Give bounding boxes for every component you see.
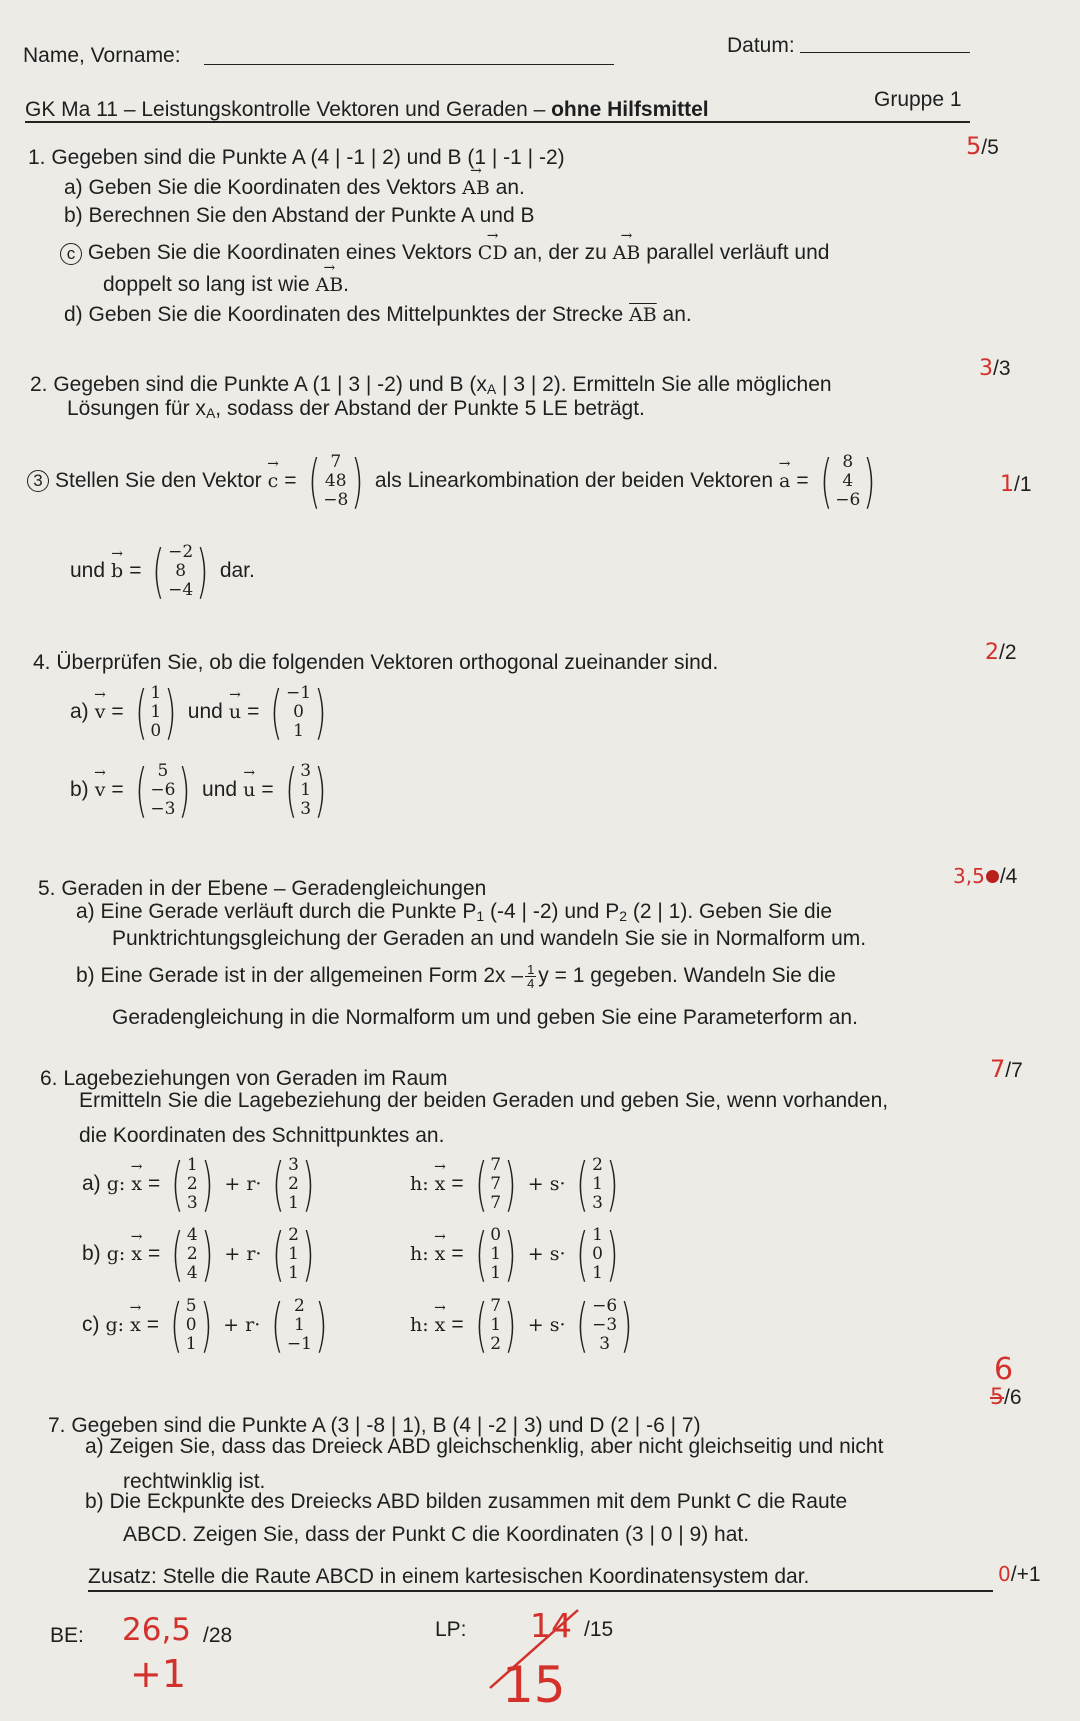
vector-entry: 2: [288, 1173, 299, 1194]
q6-row-label: b): [82, 1242, 101, 1265]
g-support-vector: ( 4 2 4 ): [171, 1220, 214, 1288]
vector-entry: 1: [185, 1333, 197, 1354]
vector-entry: 4: [186, 1262, 198, 1283]
vector-entry: 1: [592, 1224, 603, 1245]
plus-r: + r·: [223, 1314, 261, 1336]
date-underline: [800, 52, 970, 53]
var-x: → x: [435, 1314, 446, 1336]
h-direction-vector: ( −6 −3 3 ): [576, 1291, 633, 1359]
q7-score: 6 5/6: [990, 1352, 1022, 1410]
vector-entry: 0: [185, 1314, 197, 1335]
vector-entry: 7: [490, 1154, 502, 1175]
line-name-g: g:: [106, 1243, 126, 1265]
vector-entry: 1: [490, 1314, 502, 1335]
h-support-vector: ( 7 1 2 ): [474, 1291, 517, 1359]
q7a-line2: rechtwinklig ist.: [123, 1470, 266, 1493]
equals: =: [451, 1172, 464, 1195]
var-x: → x: [131, 1243, 142, 1265]
line-name-h: h:: [410, 1243, 429, 1265]
vector-entry: −1: [286, 1333, 312, 1354]
h-direction-vector: ( 1 0 1 ): [576, 1220, 619, 1288]
vector-entry: 1: [592, 1173, 603, 1194]
q6-row-g-0: [82, 1150, 320, 1218]
vector-entry: 2: [592, 1154, 603, 1175]
vector-entry: 3: [288, 1154, 299, 1175]
q6-row-h-1: [410, 1220, 624, 1288]
zusatz-text: Zusatz: Stelle die Raute ABCD in einem kartesischen Koordinatensystem dar.: [88, 1565, 810, 1588]
q4-score: 2/2: [985, 640, 1017, 665]
vector-entry: 0: [490, 1224, 502, 1245]
plus-s: + s·: [527, 1314, 566, 1336]
date-label: Datum:: [727, 34, 795, 57]
q6-line2: Ermitteln Sie die Lagebeziehung der beiden Geraden und geben Sie, wenn vorhanden,: [79, 1089, 889, 1112]
vector-entry: 1: [294, 1314, 305, 1335]
vector-b: ( −2 8 −4 ): [152, 537, 209, 605]
vector-entry: 2: [288, 1224, 299, 1245]
vector-entry: 7: [490, 1295, 502, 1316]
q7b-line1: b) Die Eckpunkte des Dreiecks ABD bilden zusammen mit dem Punkt C die Raute: [85, 1490, 848, 1513]
q1b: b) Berechnen Sie den Abstand der Punkte A und B: [64, 204, 535, 227]
vector-entry: 7: [490, 1192, 502, 1213]
q2-line1: 2. Gegeben sind die Punkte A (1 | 3 | -2) und B ($x_A$ | 3 | 2). Ermitteln Sie alle möglichen: [30, 373, 832, 397]
vector-entry: 2: [490, 1333, 502, 1354]
g-direction-vector: ( 2 1 1 ): [272, 1220, 315, 1288]
lp-points: 14: [530, 1606, 572, 1645]
vector-entry: −3: [592, 1314, 618, 1335]
vector-entry: 1: [288, 1243, 299, 1264]
lp-final: 15: [502, 1656, 566, 1714]
q1c-cont: doppelt so lang ist wie → AB.: [103, 273, 349, 297]
vector-entry: 1: [592, 1262, 603, 1283]
q2-line2: Lösungen für $x_A$, sodass der Abstand der Punkte 5 LE beträgt.: [67, 397, 645, 421]
var-x: → x: [435, 1173, 446, 1195]
equals: =: [146, 1313, 160, 1336]
q3-score: 1/1: [1000, 472, 1032, 497]
q6-row-h-2: [410, 1291, 638, 1359]
g-support-vector: ( 5 0 1 ): [170, 1291, 213, 1359]
q5b-line1: b) Eine Gerade ist in der allgemeinen Form 2x – $\frac{1}{4}$ y = 1 gegeben. Wandeln Sie die: [76, 962, 836, 991]
lp-max: /15: [584, 1618, 614, 1641]
be-points: 26,5: [122, 1612, 192, 1648]
q4b: b) → v = ( 5 −6 −3 ) und → u = ( 3 1 3 ): [70, 761, 332, 819]
equals: =: [451, 1313, 464, 1336]
q1-intro: 1. Gegeben sind die Punkte A (4 | -1 | 2) und B (1 | -1 | -2): [28, 146, 565, 169]
q7a-line1: a) Zeigen Sie, dass das Dreieck ABD gleichschenklig, aber nicht gleichseitig und nicht: [85, 1435, 884, 1458]
plus-s: + s·: [527, 1243, 566, 1265]
vector-entry: 2: [186, 1173, 198, 1194]
zusatz-score: 0/+1: [998, 1562, 1041, 1586]
q3-line2: und → b = ( −2 8 −4 ) dar.: [70, 542, 255, 600]
q6-row-label: a): [82, 1172, 101, 1195]
vector-entry: 3: [592, 1192, 603, 1213]
g-support-vector: ( 1 2 3 ): [171, 1150, 214, 1218]
q1c: c Geben Sie die Koordinaten eines Vektors → CD an, der zu → AB parallel verläuft und: [60, 241, 829, 265]
q5a-line2: Punktrichtungsgleichung der Geraden an und wandeln Sie sie in Normalform um.: [112, 927, 867, 950]
vector-entry: 1: [186, 1154, 198, 1175]
q6-row-h-0: [410, 1150, 624, 1218]
vector-entry: 1: [288, 1192, 299, 1213]
q6-intro: 6. Lagebeziehungen von Geraden im Raum: [40, 1067, 448, 1090]
be-max: /28: [203, 1624, 233, 1647]
lp-label: LP:: [435, 1618, 467, 1641]
name-underline: [204, 64, 614, 65]
q6-row-label: c): [82, 1313, 100, 1336]
q1d: d) Geben Sie die Koordinaten des Mittelpunktes der Strecke $\overline{AB}$ an.: [64, 303, 692, 326]
q6-row-g-1: [82, 1220, 320, 1288]
q5-score: 3,5 /4: [953, 864, 1018, 888]
q1-score: 5/5: [966, 132, 999, 160]
equals: =: [451, 1242, 464, 1265]
g-direction-vector: ( 3 2 1 ): [272, 1150, 315, 1218]
ink-blot: [986, 870, 999, 883]
q5b-line2: Geradengleichung in die Normalform um und geben Sie eine Parameterform an.: [112, 1006, 858, 1029]
q2-score: 3/3: [979, 356, 1011, 381]
vector-entry: 3: [186, 1192, 198, 1213]
vector-a: ( 8 4 −6 ): [819, 447, 876, 515]
q3-line1: 3 Stellen Sie den Vektor → c = ( 7 48 −8 ) als Linearkombination der beiden Vektoren → a = ( 8 4 −6 ): [27, 452, 881, 510]
name-label: Name, Vorname:: [23, 44, 181, 67]
q6-row-g-2: [82, 1291, 333, 1359]
zusatz-underline: [88, 1590, 993, 1592]
vector-entry: 1: [490, 1243, 502, 1264]
var-x: → x: [131, 1173, 142, 1195]
h-support-vector: ( 0 1 1 ): [474, 1220, 517, 1288]
vector-entry: 3: [599, 1333, 611, 1354]
q5a-line1: a) Eine Gerade verläuft durch die Punkte $P_1$ (-4 | -2) und $P_2$ (2 | 1). Geben Sie die: [76, 900, 833, 924]
be-extra: +1: [130, 1652, 187, 1696]
equals: =: [147, 1172, 161, 1195]
plus-s: + s·: [527, 1173, 566, 1195]
line-name-h: h:: [410, 1173, 429, 1195]
h-support-vector: ( 7 7 7 ): [474, 1150, 517, 1218]
vector-entry: 2: [294, 1295, 305, 1316]
vector-entry: 1: [490, 1262, 502, 1283]
be-label: BE:: [50, 1624, 84, 1647]
q4-intro: 4. Überprüfen Sie, ob die folgenden Vektoren orthogonal zueinander sind.: [33, 651, 719, 674]
line-name-g: g:: [106, 1173, 126, 1195]
q1a: a) Geben Sie die Koordinaten des Vektors → AB an.: [64, 176, 525, 200]
var-x: → x: [435, 1243, 446, 1265]
vector-entry: 1: [288, 1262, 299, 1283]
line-name-h: h:: [410, 1314, 429, 1336]
h-direction-vector: ( 2 1 3 ): [576, 1150, 619, 1218]
g-direction-vector: ( 2 1 −1 ): [271, 1291, 328, 1359]
q6-line3: die Koordinaten des Schnittpunktes an.: [79, 1124, 445, 1147]
vector-c: ( 7 48 −8 ): [307, 447, 364, 515]
q6-score: 7/7: [990, 1055, 1023, 1083]
vector-entry: 7: [490, 1173, 502, 1194]
q4a: a) → v = ( 1 1 0 ) und → u = ( −1 0 1 ): [70, 683, 332, 741]
var-x: → x: [130, 1314, 141, 1336]
q7-line1: 7. Gegeben sind die Punkte A (3 | -8 | 1), B (4 | -2 | 3) und D (2 | -6 | 7): [48, 1414, 701, 1437]
vector-entry: −6: [592, 1295, 618, 1316]
vector-entry: 5: [185, 1295, 197, 1316]
group-label: Gruppe 1: [874, 88, 962, 111]
plus-r: + r·: [224, 1243, 262, 1265]
title-underline: [25, 121, 970, 123]
q5-intro: 5. Geraden in der Ebene – Geradengleichungen: [38, 877, 487, 900]
equals: =: [147, 1242, 161, 1265]
line-name-g: g:: [105, 1314, 125, 1336]
q7b-line2: ABCD. Zeigen Sie, dass der Punkt C die Koordinaten (3 | 0 | 9) hat.: [123, 1523, 750, 1546]
vector-entry: 2: [186, 1243, 198, 1264]
vector-entry: 0: [592, 1243, 603, 1264]
vector-entry: 4: [186, 1224, 198, 1245]
plus-r: + r·: [224, 1173, 262, 1195]
sheet-title: GK Ma 11 – Leistungskontrolle Vektoren und Geraden – ohne Hilfsmittel: [25, 98, 709, 121]
